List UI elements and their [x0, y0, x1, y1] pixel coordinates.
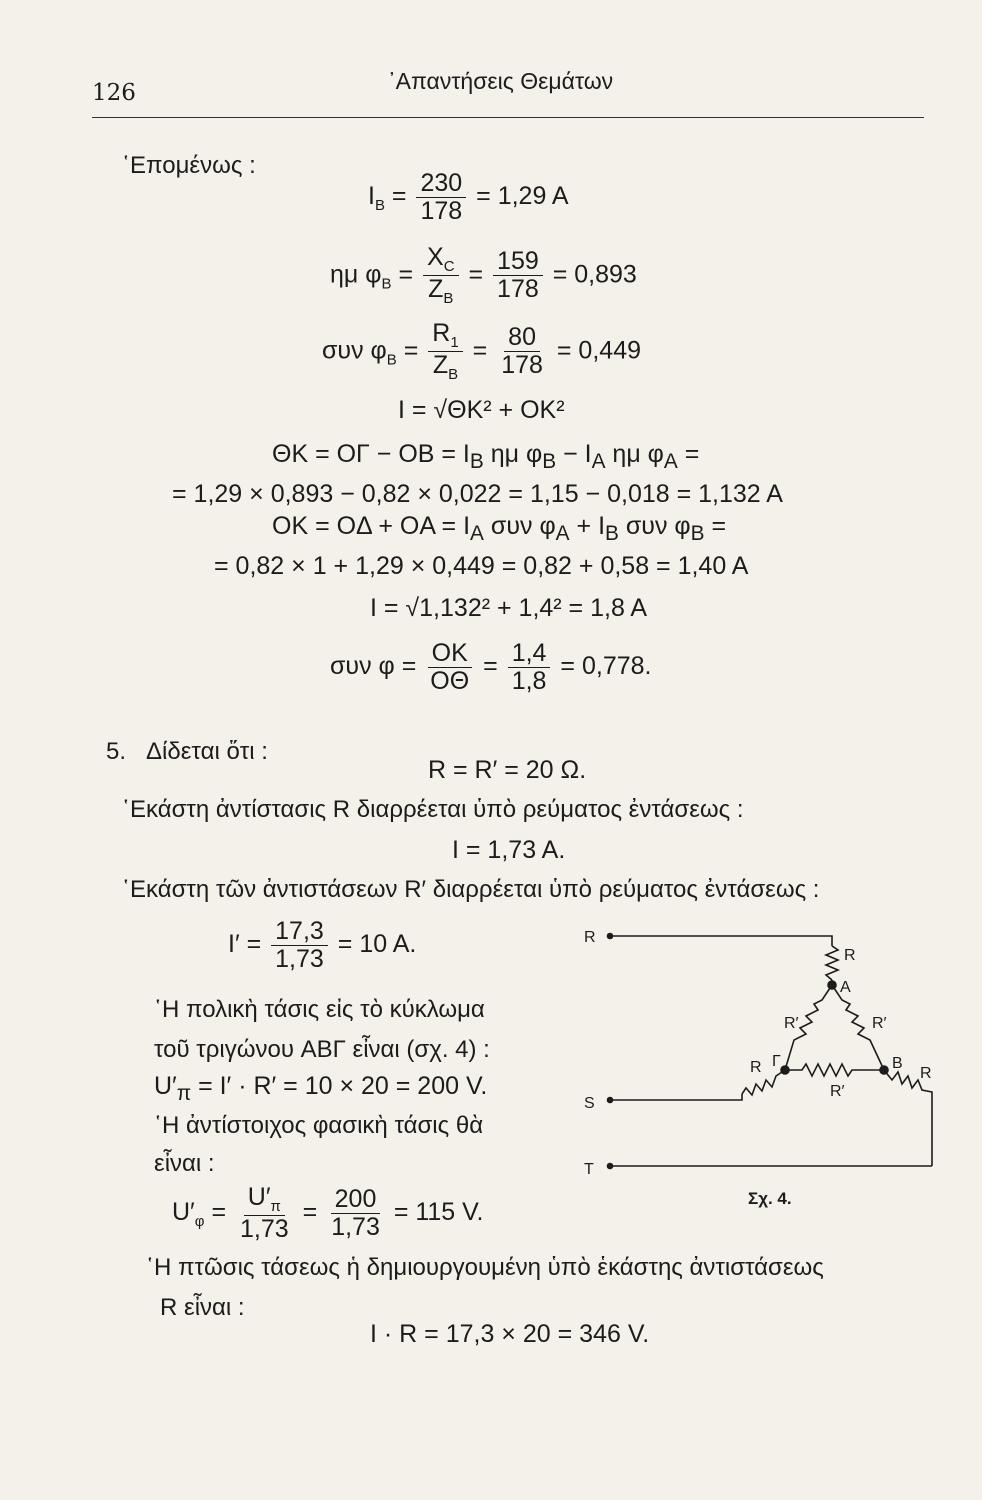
- terminal-s-label: S: [584, 1095, 595, 1112]
- figure-caption: Σχ. 4.: [748, 1189, 792, 1208]
- uphi-den2: 1,73: [331, 1213, 380, 1242]
- text-each-resistor-r: ῾Εκάστη ἀντίστασις R διαρρέεται ὑπὸ ρεύματος ἐντάσεως :: [122, 796, 744, 823]
- ip-eq: =: [246, 930, 262, 959]
- resistor-r-top: [826, 946, 838, 980]
- given-label: Δίδεται ὅτι :: [146, 738, 268, 765]
- eq2-lhs-sub: B: [381, 275, 392, 293]
- page-number: 126: [92, 80, 136, 106]
- eq10-den1: OΘ: [430, 667, 470, 695]
- eq1-rhs: = 1,29 A: [476, 182, 569, 211]
- eq10-eq: =: [401, 652, 417, 681]
- ip-num: 17,3: [271, 918, 328, 946]
- equation-ok: OK = OΔ + OA = $I_A$ συν $\varphi_A + I_B$ συν $\varphi_B$ =: [272, 512, 727, 545]
- eq10-rhs: = 0,778.: [560, 652, 652, 681]
- eq1-lhs-sub: B: [374, 197, 385, 215]
- running-title: ᾿Απαντήσεις Θεμάτων: [388, 68, 614, 94]
- text-voltage-drop-1: ῾Η πτῶσις τάσεως ἡ δημιουργουμένη ὑπὸ ἑκάστης ἀντιστάσεως: [146, 1254, 824, 1281]
- eq1-eq: =: [391, 182, 407, 211]
- eq2-num2: 159: [493, 248, 543, 276]
- eq3-num1: $R_1$: [428, 320, 462, 352]
- eq2-rhs: = 0,893: [552, 260, 637, 289]
- label-r-left: R: [750, 1059, 762, 1076]
- eq3-eq2: =: [472, 336, 488, 365]
- label-node-gamma: Γ: [772, 1053, 781, 1070]
- resistor-rprime-bottom: [785, 1064, 884, 1076]
- uphi-num2: 200: [331, 1186, 381, 1214]
- equation-ib: [368, 170, 569, 225]
- equation-i-magnitude: I = √ΘK² + OK²: [398, 396, 565, 424]
- eq3-num2: 80: [504, 324, 540, 352]
- resistor-r-left: [742, 1070, 785, 1095]
- terminal-r-label: R: [584, 929, 596, 946]
- eq2-fraction-2: [493, 248, 543, 303]
- text-phase-voltage-1: ῾Η ἀντίστοιχος φασικὴ τάσις θὰ: [154, 1112, 484, 1139]
- eq2-den1: $Z_B$: [428, 275, 454, 308]
- eq10-den2: 1,8: [511, 667, 547, 695]
- uphi-eq: =: [211, 1198, 227, 1227]
- label-rprime-bottom: R′: [830, 1083, 845, 1100]
- equation-current-iprime: [228, 918, 416, 973]
- ip-lhs: I′: [228, 930, 240, 959]
- eq3-fraction-1: [428, 320, 462, 383]
- equation-sin-phib: [330, 244, 637, 307]
- uphi-num1: $U'_\pi$: [244, 1184, 285, 1216]
- equation-cos-phi: [330, 640, 651, 695]
- eq2-lhs: ημ φ: [330, 260, 382, 289]
- given-equation: R = R′ = 20 Ω.: [428, 756, 587, 784]
- equation-voltage-drop: I · R = 17,3 × 20 = 346 V.: [370, 1320, 650, 1348]
- equation-current-i: I = 1,73 A.: [452, 836, 566, 864]
- uphi-eq2: =: [302, 1198, 318, 1227]
- eq3-den1: $Z_B$: [432, 351, 459, 384]
- equation-uphi: [172, 1184, 484, 1243]
- eq3-den2: 178: [501, 351, 543, 380]
- eq10-fraction-1: [426, 640, 473, 695]
- equation-i-value: I = √1,132² + 1,4² = 1,8 A: [370, 594, 648, 622]
- circuit-diagram: [580, 920, 950, 1220]
- eq10-num1: OK: [428, 640, 472, 668]
- eq10-num2: 1,4: [508, 640, 551, 668]
- eq10-lhs: συν φ: [330, 652, 395, 681]
- ip-fraction: [271, 918, 328, 973]
- resistor-r-right: [884, 1070, 932, 1166]
- equation-upi: $U'_\pi = I' \cdot R' = 10 \times 20 = 200$ V.: [154, 1072, 488, 1105]
- uphi-rhs: = 115 V.: [393, 1198, 484, 1227]
- eq1-fraction: [416, 170, 466, 225]
- uphi-fraction-2: [327, 1186, 384, 1241]
- terminal-r-dot: [608, 934, 613, 939]
- eq2-eq2: =: [468, 260, 484, 289]
- uphi-den1: 1,73: [240, 1215, 289, 1244]
- text-phase-voltage-2: εἶναι :: [154, 1150, 215, 1177]
- eq1-lhs: I: [368, 182, 375, 211]
- label-r-top: R: [844, 947, 856, 964]
- eq1-den: 178: [420, 197, 463, 225]
- terminal-t-dot: [608, 1164, 613, 1169]
- terminal-t-label: T: [584, 1161, 594, 1178]
- label-rprime-right: R′: [872, 1015, 887, 1032]
- uphi-fraction-1: [236, 1184, 293, 1243]
- eq2-den2: 178: [497, 275, 539, 304]
- eq2-fraction-1: [423, 244, 459, 307]
- eq1-num: 230: [416, 170, 466, 198]
- eq2-eq: =: [398, 260, 414, 289]
- terminal-s-dot: [608, 1098, 613, 1103]
- eq3-lhs-sub: B: [386, 351, 397, 369]
- eq2-num1: $X_C$: [423, 244, 459, 276]
- label-node-b: B: [892, 1055, 903, 1072]
- wire-r: [612, 936, 832, 946]
- text-line-voltage-1: ῾Η πολικὴ τάσις εἰς τὸ κύκλωμα: [154, 996, 485, 1023]
- label-node-a: A: [840, 979, 851, 996]
- label-r-right: R: [920, 1065, 932, 1082]
- eq3-lhs: συν φ: [322, 336, 387, 365]
- label-rprime-left: R′: [784, 1015, 799, 1032]
- eq10-fraction-2: [508, 640, 551, 695]
- uphi-lhs: $U'_\varphi$: [172, 1198, 205, 1231]
- text-each-resistor-rprime: ῾Εκάστη τῶν ἀντιστάσεων R′ διαρρέεται ὑπὸ ρεύματος ἐντάσεως :: [122, 876, 820, 903]
- equation-thetak: ΘK = OΓ − OB = $I_B$ ημ $\varphi_B - I_A$ ημ $\varphi_A$ =: [272, 440, 700, 473]
- eq3-fraction-2: [497, 324, 547, 379]
- equation-cos-phib: [322, 320, 641, 383]
- equation-thetak-value: = 1,29 × 0,893 − 0,82 × 0,022 = 1,15 − 0,018 = 1,132 A: [172, 480, 783, 508]
- problem-number: 5.: [106, 738, 127, 765]
- ip-den: 1,73: [275, 945, 324, 973]
- eq3-eq: =: [403, 336, 419, 365]
- eq10-eq2: =: [483, 652, 498, 681]
- header-rule: [92, 117, 924, 118]
- text-voltage-drop-2: R εἶναι :: [160, 1294, 245, 1321]
- wire-s: [612, 1094, 742, 1100]
- text-line-voltage-2: τοῦ τριγώνου ABΓ εἶναι (σχ. 4) :: [154, 1036, 490, 1063]
- ip-rhs: = 10 A.: [337, 930, 417, 959]
- eq3-rhs: = 0,449: [556, 336, 641, 365]
- intro-text: ῾Επομένως :: [122, 152, 256, 179]
- equation-ok-value: = 0,82 × 1 + 1,29 × 0,449 = 0,82 + 0,58 = 1,40 A: [214, 552, 749, 580]
